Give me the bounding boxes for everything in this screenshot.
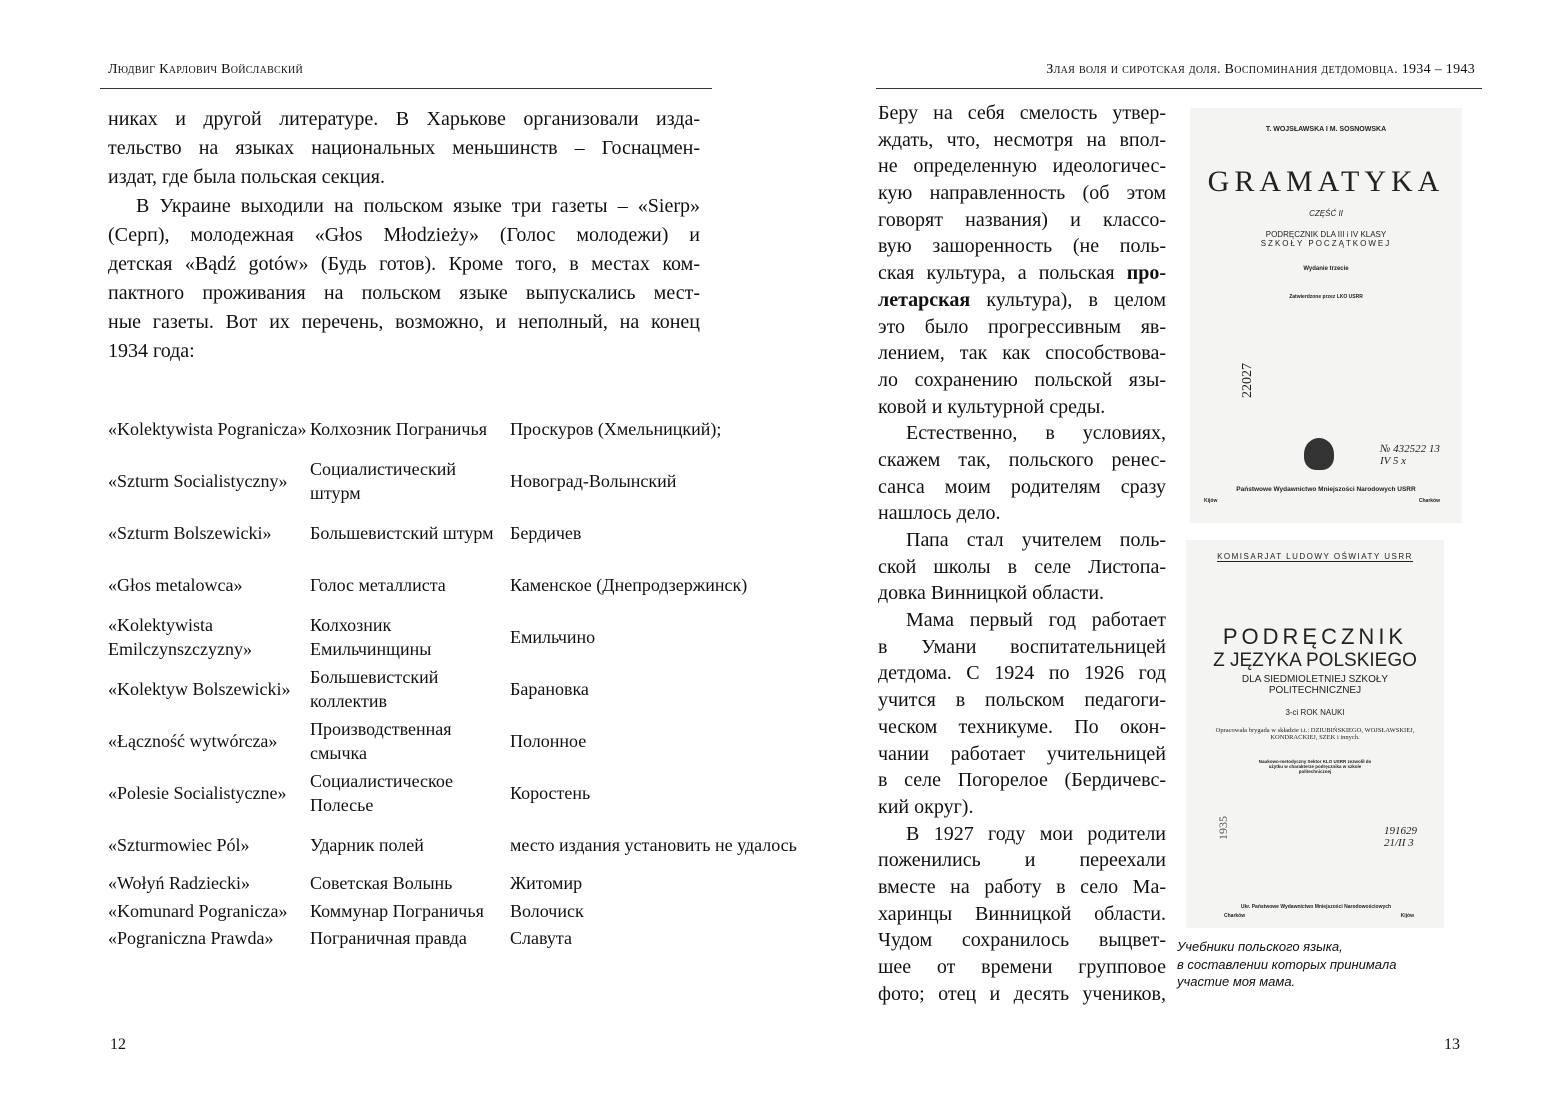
bold-text: про- bbox=[1126, 262, 1166, 285]
table-row bbox=[108, 926, 797, 954]
left-body-text bbox=[108, 105, 700, 366]
paragraph bbox=[878, 821, 1166, 1008]
text-line bbox=[878, 687, 1166, 714]
newspaper-russian-name: Большевистский штурм bbox=[310, 523, 494, 543]
text-segment: учится в польском педагоги- bbox=[878, 689, 1166, 712]
text-line bbox=[878, 954, 1166, 981]
text-segment: нашлось дело. bbox=[878, 502, 1001, 525]
page-number-right: 13 bbox=[1444, 1036, 1460, 1053]
cover1-city-left: Kijów bbox=[1204, 498, 1218, 504]
cover2-stamp-number: 1935 bbox=[1216, 816, 1230, 840]
cover2-handwritten-note: 191629 21/II 3 bbox=[1384, 825, 1417, 849]
cover1-stamp-number: 22027 bbox=[1240, 363, 1255, 398]
text-segment: ская культура, а польская bbox=[878, 262, 1127, 285]
text-segment: ковой и культурной среды. bbox=[878, 395, 1106, 418]
newspaper-russian-name: Ударник полей bbox=[310, 835, 424, 855]
text-segment: кую направленность (об этом bbox=[878, 182, 1166, 205]
text-segment: детдома. С 1924 по 1926 год bbox=[878, 662, 1166, 685]
paragraph bbox=[878, 527, 1166, 607]
text-line bbox=[878, 394, 1166, 421]
text-line bbox=[878, 714, 1166, 741]
cover2-subtitle1: DLA SIEDMIOLETNIEJ SZKOŁY bbox=[1241, 674, 1389, 685]
newspaper-place: Новоград-Волынский bbox=[510, 471, 677, 491]
newspaper-place: Полонное bbox=[510, 731, 587, 751]
caption-line: Учебники польского языка, bbox=[1177, 939, 1343, 954]
newspapers-table bbox=[108, 403, 797, 954]
cover2-city-right: Kijów bbox=[1400, 913, 1414, 919]
text-segment: санса моим родителям сразу bbox=[878, 475, 1166, 498]
text-line bbox=[878, 767, 1166, 794]
text-line bbox=[878, 180, 1166, 207]
cover2-note: Naukowo-metodyczny Sektor KLO USRR zezwolił do użytku w charakterze podręcznika w szkole politechnicznej bbox=[1258, 759, 1372, 774]
text-line bbox=[878, 901, 1166, 928]
text-line bbox=[878, 287, 1166, 314]
cover1-handwritten-note: № 432522 13 IV 5 x bbox=[1380, 443, 1440, 467]
newspaper-polish-name: «Komunard Pogranicza» bbox=[108, 900, 288, 921]
text-line: ные газеты. Вот их перечень, возможно, и неполный, на конец bbox=[108, 311, 700, 333]
newspaper-russian-name: Большевистский коллектив bbox=[310, 667, 439, 711]
paragraph bbox=[878, 420, 1166, 527]
newspaper-russian-name: Пограничная правда bbox=[310, 928, 467, 948]
newspaper-russian-name: Социалистическое Полесье bbox=[310, 771, 454, 815]
paragraph bbox=[108, 105, 700, 192]
newspaper-place: Житомир bbox=[510, 873, 583, 893]
text-line bbox=[878, 207, 1166, 234]
newspaper-place: Барановка bbox=[510, 679, 589, 699]
text-segment: Естественно, в условиях, bbox=[906, 422, 1166, 445]
text-line bbox=[878, 127, 1166, 154]
newspaper-russian-name: Колхозник Пограничья bbox=[310, 419, 487, 439]
text-segment: лением, так как способствова- bbox=[878, 342, 1166, 365]
text-line: тельство на языках национальных меньшинств – Госнацмен- bbox=[108, 137, 700, 159]
header-rule-left bbox=[100, 88, 712, 89]
text-segment: ждать, что, несмотря на впол- bbox=[878, 128, 1166, 151]
cover1-publisher: Państwowe Wydawnictwo Mniejszości Narodowych USRR bbox=[1236, 486, 1416, 493]
text-line: В Украине выходили на польском языке три газеты – «Sierp» bbox=[136, 195, 700, 217]
paragraph bbox=[878, 100, 1166, 420]
text-segment: харинцы Винницкой области. bbox=[878, 902, 1166, 925]
table-row bbox=[108, 403, 797, 455]
newspaper-russian-name: Производственная смычка bbox=[310, 719, 452, 763]
right-running-head: Злая воля и сиротская доля. Воспоминания детдомовца. 1934 – 1943 bbox=[1046, 62, 1475, 77]
text-line: 1934 года: bbox=[108, 340, 195, 362]
cover2-year: 3-ci ROK NAUKI bbox=[1285, 708, 1345, 717]
text-segment: в селе Погорелое (Бердичевс- bbox=[878, 769, 1166, 792]
cover1-approved: Zatwierdzone przez LKO USRR bbox=[1289, 294, 1363, 300]
text-segment: Папа стал учителем поль- bbox=[906, 529, 1166, 551]
newspaper-russian-name: Коммунар Пограничья bbox=[310, 900, 484, 921]
newspaper-polish-name: «Kolektyw Bolszewicki» bbox=[108, 679, 291, 699]
table-row bbox=[108, 767, 797, 819]
caption-line: в составлении которых принимала bbox=[1177, 956, 1397, 972]
bold-text: летарская bbox=[878, 288, 971, 311]
text-segment: довка Винницкой области. bbox=[878, 582, 1105, 605]
cover1-subtitle1: PODRĘCZNIK DLA III i IV KLASY bbox=[1265, 230, 1387, 239]
table-row bbox=[108, 559, 797, 611]
text-line: никах и другой литературе. В Харькове организовали изда- bbox=[108, 108, 700, 130]
cover2-authors: Opracowała brygada w składzie t.t.: DZIUBIŃSKIEGO, WOJSŁAWSKIEJ, KONDRACKIEJ, SZEK i innych. bbox=[1215, 727, 1415, 741]
newspaper-polish-name: «Kolektywista Pogranicza» bbox=[108, 419, 307, 439]
text-segment: вую зашоренность (не поль- bbox=[878, 235, 1166, 258]
newspaper-place: Емильчино bbox=[510, 627, 596, 647]
newspaper-polish-name: «Polesie Socialistyczne» bbox=[108, 783, 287, 803]
text-line bbox=[878, 927, 1166, 954]
text-line bbox=[878, 634, 1166, 661]
cover2-city-left: Charków bbox=[1224, 913, 1246, 919]
text-segment: поженились и переехали bbox=[878, 849, 1166, 872]
text-line bbox=[878, 100, 1166, 127]
text-line bbox=[878, 260, 1166, 287]
text-segment: В 1927 году мои родители bbox=[906, 822, 1166, 845]
text-line bbox=[878, 554, 1166, 581]
text-line bbox=[878, 447, 1166, 474]
figure-caption bbox=[1177, 938, 1396, 991]
text-line bbox=[878, 660, 1166, 687]
text-line bbox=[878, 741, 1166, 768]
newspaper-russian-name: Колхозник Емильчинщины bbox=[310, 615, 432, 659]
newspaper-polish-name: «Szturm Bolszewicki» bbox=[108, 523, 272, 543]
text-segment: чании работает учительницей bbox=[878, 742, 1166, 765]
table-row bbox=[108, 455, 797, 507]
text-segment: Чудом сохранилось выцвет- bbox=[878, 929, 1166, 952]
cover2-subtitle2: POLITECHNICZNEJ bbox=[1268, 685, 1362, 696]
newspaper-place: Бердичев bbox=[510, 523, 582, 543]
table-row bbox=[108, 663, 797, 715]
text-line bbox=[878, 367, 1166, 394]
text-line bbox=[878, 874, 1166, 901]
newspaper-polish-name: «Kolektywista Emilczynszczyzny» bbox=[108, 615, 252, 659]
newspaper-polish-name: «Pograniczna Prawda» bbox=[108, 928, 274, 948]
text-segment: ло сохранению польской язы- bbox=[878, 368, 1166, 391]
text-line bbox=[878, 981, 1166, 1008]
cover2-title2: Z JĘZYKA POLSKIEGO bbox=[1213, 650, 1417, 671]
text-segment: это было прогрессивным яв- bbox=[878, 315, 1166, 338]
newspaper-place: Проскуров (Хмельницкий); bbox=[510, 419, 722, 439]
text-line bbox=[878, 314, 1166, 341]
text-line: (Серп), молодежная «Głos Młodzieży» (Голос молодежи) и bbox=[108, 224, 700, 246]
paragraph bbox=[878, 607, 1166, 821]
text-line bbox=[878, 474, 1166, 501]
right-body-text bbox=[878, 100, 1166, 1007]
text-line bbox=[878, 580, 1166, 607]
text-line bbox=[878, 821, 1166, 848]
podrecznik-cover-image bbox=[1186, 540, 1444, 928]
publisher-emblem-icon bbox=[1304, 438, 1334, 470]
cover1-city-right: Charków bbox=[1418, 498, 1440, 504]
newspaper-polish-name: «Szturm Socialistyczny» bbox=[108, 471, 288, 491]
cover2-title1: PODRĘCZNIK bbox=[1222, 624, 1408, 649]
cover1-subtitle2: SZKOŁY POCZĄTKOWEJ bbox=[1260, 239, 1392, 248]
text-line bbox=[878, 233, 1166, 260]
gramatyka-cover-image bbox=[1190, 108, 1462, 523]
text-segment: Беру на себя смелость утвер- bbox=[878, 102, 1166, 124]
text-line bbox=[878, 847, 1166, 874]
newspaper-place: Каменское (Днепродзержинск) bbox=[510, 575, 748, 595]
text-segment: ческом техникуме. По окон- bbox=[878, 715, 1166, 738]
text-line bbox=[878, 153, 1166, 180]
newspaper-place: Славута bbox=[510, 928, 572, 948]
table-row bbox=[108, 507, 797, 559]
newspaper-polish-name: «Wołyń Radziecki» bbox=[108, 873, 251, 893]
cover2-header: KOMISARJAT LUDOWY OŚWIATY USRR bbox=[1217, 552, 1413, 561]
newspaper-russian-name: Советская Волынь bbox=[310, 873, 453, 893]
text-line: пактного проживания на польском языке выпускались мест- bbox=[108, 282, 700, 304]
newspaper-place: место издания установить не удалось bbox=[510, 835, 797, 855]
table-row bbox=[108, 871, 797, 899]
text-line bbox=[878, 500, 1166, 527]
newspaper-russian-name: Голос металлиста bbox=[310, 575, 446, 595]
text-segment: культура), в целом bbox=[970, 288, 1166, 311]
text-line: детская «Bądź gotów» (Будь готов). Кроме того, в местах ком- bbox=[108, 253, 700, 275]
newspaper-polish-name: «Łączność wytwórcza» bbox=[108, 731, 278, 751]
table-row bbox=[108, 611, 797, 663]
text-segment: не определенную идеологичес- bbox=[878, 155, 1166, 178]
cover1-part: CZĘŚĆ II bbox=[1309, 209, 1343, 218]
left-running-head: Людвиг Карлович Войславский bbox=[108, 62, 304, 77]
text-segment: в Умани воспитательницей bbox=[878, 635, 1166, 658]
text-line bbox=[878, 527, 1166, 554]
text-segment: Мама первый год работает bbox=[906, 609, 1166, 632]
paragraph bbox=[108, 192, 700, 366]
table-row bbox=[108, 819, 797, 871]
text-line bbox=[878, 420, 1166, 447]
cover1-title: GRAMATYKA bbox=[1207, 165, 1445, 198]
table-row bbox=[108, 899, 797, 927]
text-segment: ской школы в селе Листопа- bbox=[878, 555, 1166, 578]
text-segment: фото; отец и десять учеников, bbox=[878, 982, 1166, 1005]
text-line: издат, где была польская секция. bbox=[108, 166, 385, 188]
newspaper-polish-name: «Szturmowiec Pól» bbox=[108, 835, 250, 855]
newspaper-place: Коростень bbox=[510, 783, 591, 803]
page-number-left: 12 bbox=[110, 1036, 126, 1053]
text-line bbox=[878, 607, 1166, 634]
text-line bbox=[878, 794, 1166, 821]
table-row bbox=[108, 715, 797, 767]
text-segment: скажем так, польского ренес- bbox=[878, 448, 1166, 471]
cover2-publisher: Ukr. Państwowe Wydawnictwo Mniejszości Narodowościowych bbox=[1240, 904, 1392, 910]
newspaper-place: Волочиск bbox=[510, 900, 584, 921]
text-line bbox=[878, 340, 1166, 367]
caption-line: участие моя мама. bbox=[1177, 974, 1296, 989]
cover1-authors: T. WOJSŁAWSKA I M. SOSNOWSKA bbox=[1265, 126, 1387, 133]
text-segment: кий округ). bbox=[878, 795, 974, 818]
header-rule-right bbox=[876, 88, 1482, 89]
text-segment: говорят названия) и классо- bbox=[878, 208, 1166, 231]
newspaper-polish-name: «Głos metalowca» bbox=[108, 575, 243, 595]
text-segment: шее от времени групповое bbox=[878, 956, 1166, 978]
text-segment: вместе на работу в село Ма- bbox=[878, 875, 1166, 898]
newspaper-russian-name: Социалистический штурм bbox=[310, 459, 457, 503]
cover1-edition: Wydanie trzecie bbox=[1303, 266, 1349, 272]
